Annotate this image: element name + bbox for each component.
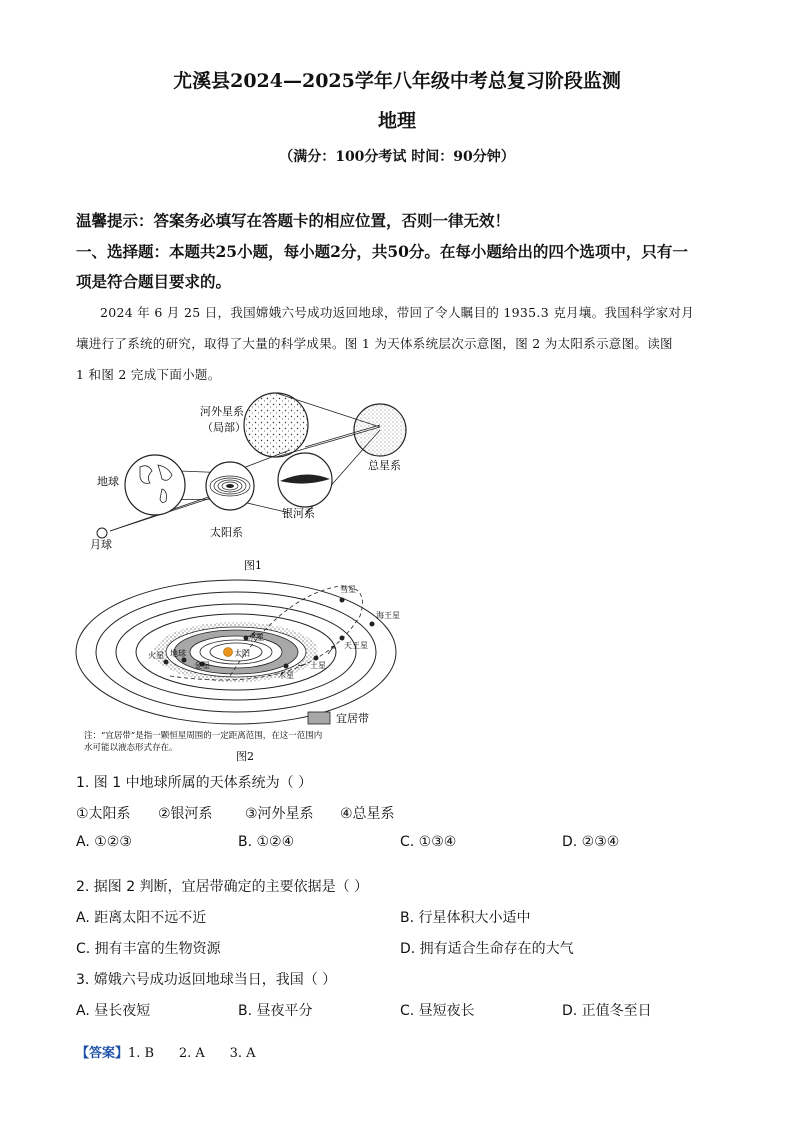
q1-item-3: ③河外星系 bbox=[245, 806, 314, 822]
q3-option-c: C. 昼短夜长 bbox=[400, 1003, 475, 1019]
q1-item-2: ②银河系 bbox=[158, 806, 213, 822]
label-uranus: 天王星 bbox=[344, 641, 368, 650]
q2-option-a: A. 距离太阳不远不近 bbox=[76, 910, 207, 926]
figure2-solar-system bbox=[70, 572, 400, 767]
passage-line3: 1 和图 2 完成下面小题。 bbox=[76, 367, 221, 382]
q2-option-c: C. 拥有丰富的生物资源 bbox=[76, 941, 221, 957]
label-comet: 彗星 bbox=[340, 585, 356, 594]
galaxy-ext-circle bbox=[244, 393, 308, 457]
label-sun: 太阳 bbox=[234, 649, 250, 658]
figure2-caption: 图2 bbox=[236, 750, 254, 763]
label-galaxy-ext: 河外星系 bbox=[200, 405, 244, 418]
label-jupiter: 木星 bbox=[278, 671, 294, 680]
figure2-note-line1: 注：“宜居带”是指一颗恒星周围的一定距离范围，在这一范围内 bbox=[84, 731, 323, 741]
page-title: 尤溪县2024—2025学年八年级中考总复习阶段监测 bbox=[173, 70, 621, 92]
q1-item-1: ①太阳系 bbox=[76, 806, 131, 822]
section-heading-line1: 一、选择题：本题共25小题，每小题2分，共50分。在每小题给出的四个选项中，只有一 bbox=[76, 242, 688, 261]
q3-option-d: D. 正值冬至日 bbox=[562, 1003, 652, 1019]
q1-option-d: D. ②③④ bbox=[562, 834, 620, 850]
figure1-caption: 图1 bbox=[244, 559, 262, 572]
label-milkyway: 银河系 bbox=[282, 507, 315, 520]
passage-line2: 壤进行了系统的研究，取得了大量的科学成果。图 1 为天体系统层次示意图，图 2 为太阳系示意图。读图 bbox=[76, 336, 673, 351]
universe-circle bbox=[354, 404, 406, 456]
label-partial: （局部） bbox=[202, 421, 246, 434]
answer-line bbox=[76, 1042, 256, 1061]
q3-option-b: B. 昼夜平分 bbox=[238, 1003, 313, 1019]
label-mars: 火星 bbox=[148, 651, 164, 660]
answer-text: 1. B 2. A 3. A bbox=[128, 1046, 256, 1061]
q2-option-d: D. 拥有适合生命存在的大气 bbox=[400, 941, 574, 957]
label-earth: 地球 bbox=[170, 649, 186, 658]
section-heading-line2: 项是符合题目要求的。 bbox=[76, 272, 232, 291]
moon-circle bbox=[97, 528, 107, 538]
jupiter-dot bbox=[284, 664, 289, 669]
figure1-celestial-hierarchy bbox=[80, 385, 440, 575]
label-neptune: 海王星 bbox=[376, 611, 400, 620]
label-saturn: 土星 bbox=[310, 661, 326, 670]
label-universe: 总星系 bbox=[368, 459, 401, 472]
legend-label: 宜居带 bbox=[336, 712, 369, 725]
earth-circle bbox=[125, 455, 185, 515]
question3-stem: 3. 嫦娥六号成功返回地球当日，我国（ ） bbox=[76, 972, 337, 988]
mars-dot bbox=[164, 660, 169, 665]
question2-stem: 2. 据图 2 判断，宜居带确定的主要依据是（ ） bbox=[76, 879, 369, 895]
legend-swatch bbox=[308, 712, 330, 724]
earth-dot bbox=[182, 658, 187, 663]
label-venus: 金星 bbox=[194, 661, 210, 670]
comet-dot bbox=[340, 598, 345, 603]
q1-item-4: ④总星系 bbox=[340, 806, 395, 822]
answer-label: 【答案】 bbox=[76, 1046, 129, 1061]
question1-stem: 1. 图 1 中地球所属的天体系统为（ ） bbox=[76, 775, 313, 791]
label-solar: 太阳系 bbox=[210, 526, 243, 539]
q3-option-a: A. 昼长夜短 bbox=[76, 1003, 151, 1019]
neptune-dot bbox=[370, 622, 375, 627]
notice: 温馨提示：答案务必填写在答题卡的相应位置，否则一律无效！ bbox=[76, 211, 511, 230]
saturn-dot bbox=[314, 656, 319, 661]
label-moon: 月球 bbox=[90, 538, 112, 551]
uranus-dot bbox=[340, 636, 345, 641]
q1-option-b: B. ①②④ bbox=[238, 834, 295, 850]
q1-option-c: C. ①③④ bbox=[400, 834, 457, 850]
subject-title: 地理 bbox=[377, 110, 416, 132]
passage-line1: 2024 年 6 月 25 日，我国嫦娥六号成功返回地球，带回了令人瞩目的 1935.3 克月壤。我国科学家对月 bbox=[100, 305, 695, 320]
figure2-note-line2: 水可能以液态形式存在。 bbox=[84, 743, 178, 753]
q1-option-a: A. ①②③ bbox=[76, 834, 132, 850]
label-mercury: 水星 bbox=[248, 633, 264, 642]
sun bbox=[224, 648, 233, 657]
label-earth: 地球 bbox=[97, 475, 119, 488]
exam-info: （满分：100分考试 时间：90分钟） bbox=[279, 149, 515, 165]
q2-option-b: B. 行星体积大小适中 bbox=[400, 910, 531, 926]
